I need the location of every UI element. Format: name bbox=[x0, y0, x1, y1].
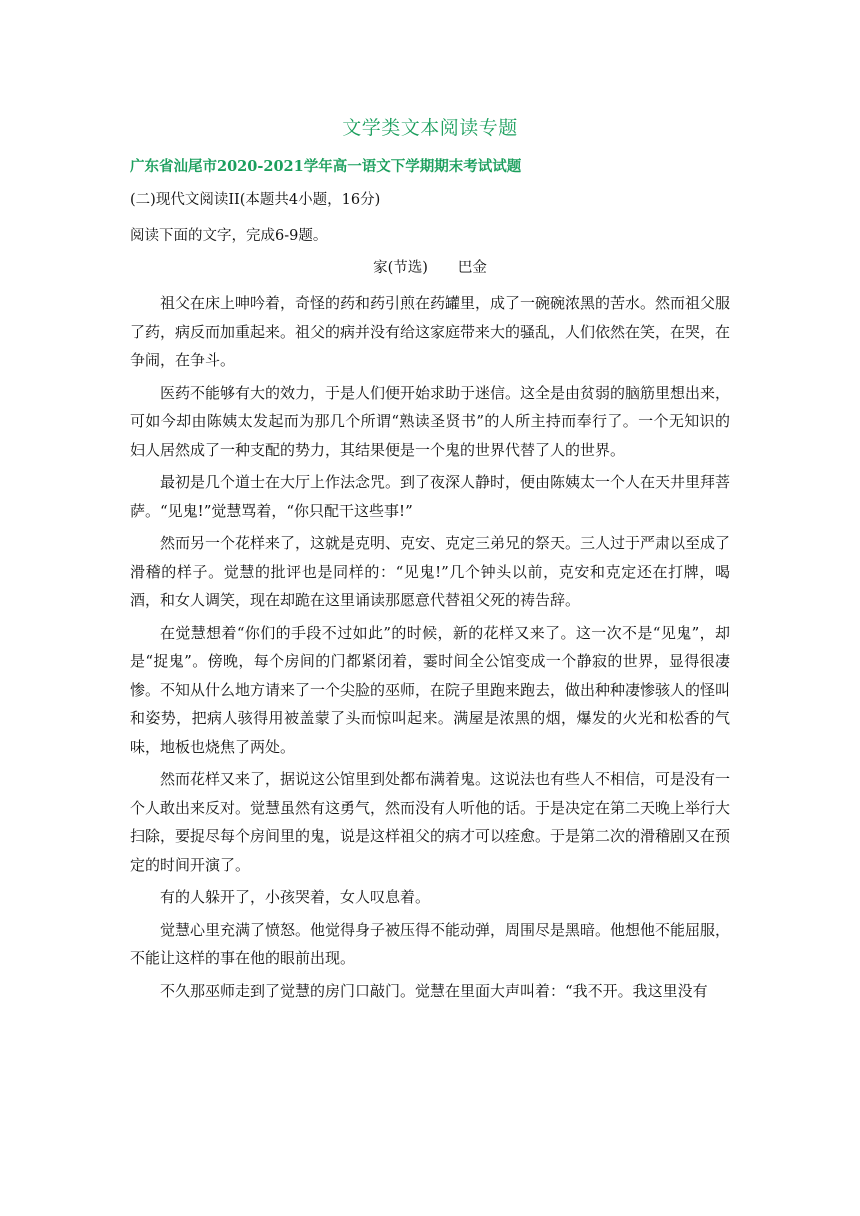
article-heading bbox=[0, 258, 860, 278]
paragraph: 不久那巫师走到了觉慧的房门口敲门。觉慧在里面大声叫着：“我不开。我这里没有 bbox=[160, 981, 708, 1000]
section-heading: (二)现代文阅读ⅠI(本题共4小题，16分) bbox=[130, 192, 381, 208]
paragraph: 祖父在床上呻吟着，奇怪的药和药引煎在药罐里，成了一碗碗浓黑的苦水。然而祖父服了药，病反而加重起来。祖父的病并没有给这家庭带来大的骚乱，人们依然在笑，在哭，在争闹，在争斗。 bbox=[130, 294, 731, 369]
paragraph: 医药不能够有大的效力，于是人们便开始求助于迷信。这全是由贫弱的脑筋里想出来，可如今却由陈姨太发起而为那几个所谓“熟读圣贤书”的人所主持而奉行了。一个无知识的妇人居然成了一种支配的势力，其结果便是一个鬼的世界代替了人的世界。 bbox=[130, 383, 731, 459]
paragraph: 觉慧心里充满了愤怒。他觉得身子被压得不能动弹，周围尽是黑暗。他想他不能屈服，不能让这样的事在他的眼前出现。 bbox=[130, 920, 731, 967]
exam-source: 广东省汕尾市2020-2021学年高一语文下学期期末考试试题 bbox=[130, 158, 522, 175]
article-body bbox=[130, 289, 730, 1009]
paragraph: 然而另一个花样来了，这就是克明、克安、克定三弟兄的祭天。三人过于严肃以至成了滑稽的样子。觉慧的批评也是同样的：“见鬼!”几个钟头以前，克安和克定还在打牌，喝酒，和女人调笑，现在却跪在这里诵读那愿意代替祖父死的祷告辞。 bbox=[130, 534, 731, 609]
paragraph: 有的人躲开了，小孩哭着，女人叹息着。 bbox=[160, 888, 431, 906]
paragraph: 在觉慧想着“你们的手段不过如此”的时候，新的花样又来了。这一次不是“见鬼”，却是“捉鬼”。傍晚，每个房间的门都紧闭着，霎时间全公馆变成一个静寂的世界，显得很凄惨。不知从什么地方请来了一个尖脸的巫师，在院子里跑来跑去，做出种种凄惨骇人的怪叫和姿势，把病人骇得用被盖蒙了头而惊叫起来。满屋是浓黑的烟，爆发的火光和松香的气味，地板也烧焦了两处。 bbox=[130, 623, 731, 756]
paragraph: 最初是几个道士在大厅上作法念咒。到了夜深人静时，便由陈姨太一个人在天井里拜菩萨。“见鬼!”觉慧骂着，“你只配干这些事!” bbox=[130, 473, 731, 520]
page-title: 文学类文本阅读专题 bbox=[342, 117, 518, 139]
article-title: 家(节选) bbox=[373, 260, 428, 276]
paragraph: 然而花样又来了，据说这公馆里到处都布满着鬼。这说法也有些人不相信，可是没有一个人敢出来反对。觉慧虽然有这勇气，然而没有人听他的话。于是决定在第二天晚上举行大扫除，要捉尽每个房间里的鬼，说是这样祖父的病才可以痊愈。于是第二次的滑稽剧又在预定的时间开演了。 bbox=[130, 770, 731, 874]
article-author: 巴金 bbox=[457, 260, 487, 276]
reading-instruction: 阅读下面的文字，完成6-9题。 bbox=[130, 228, 328, 244]
